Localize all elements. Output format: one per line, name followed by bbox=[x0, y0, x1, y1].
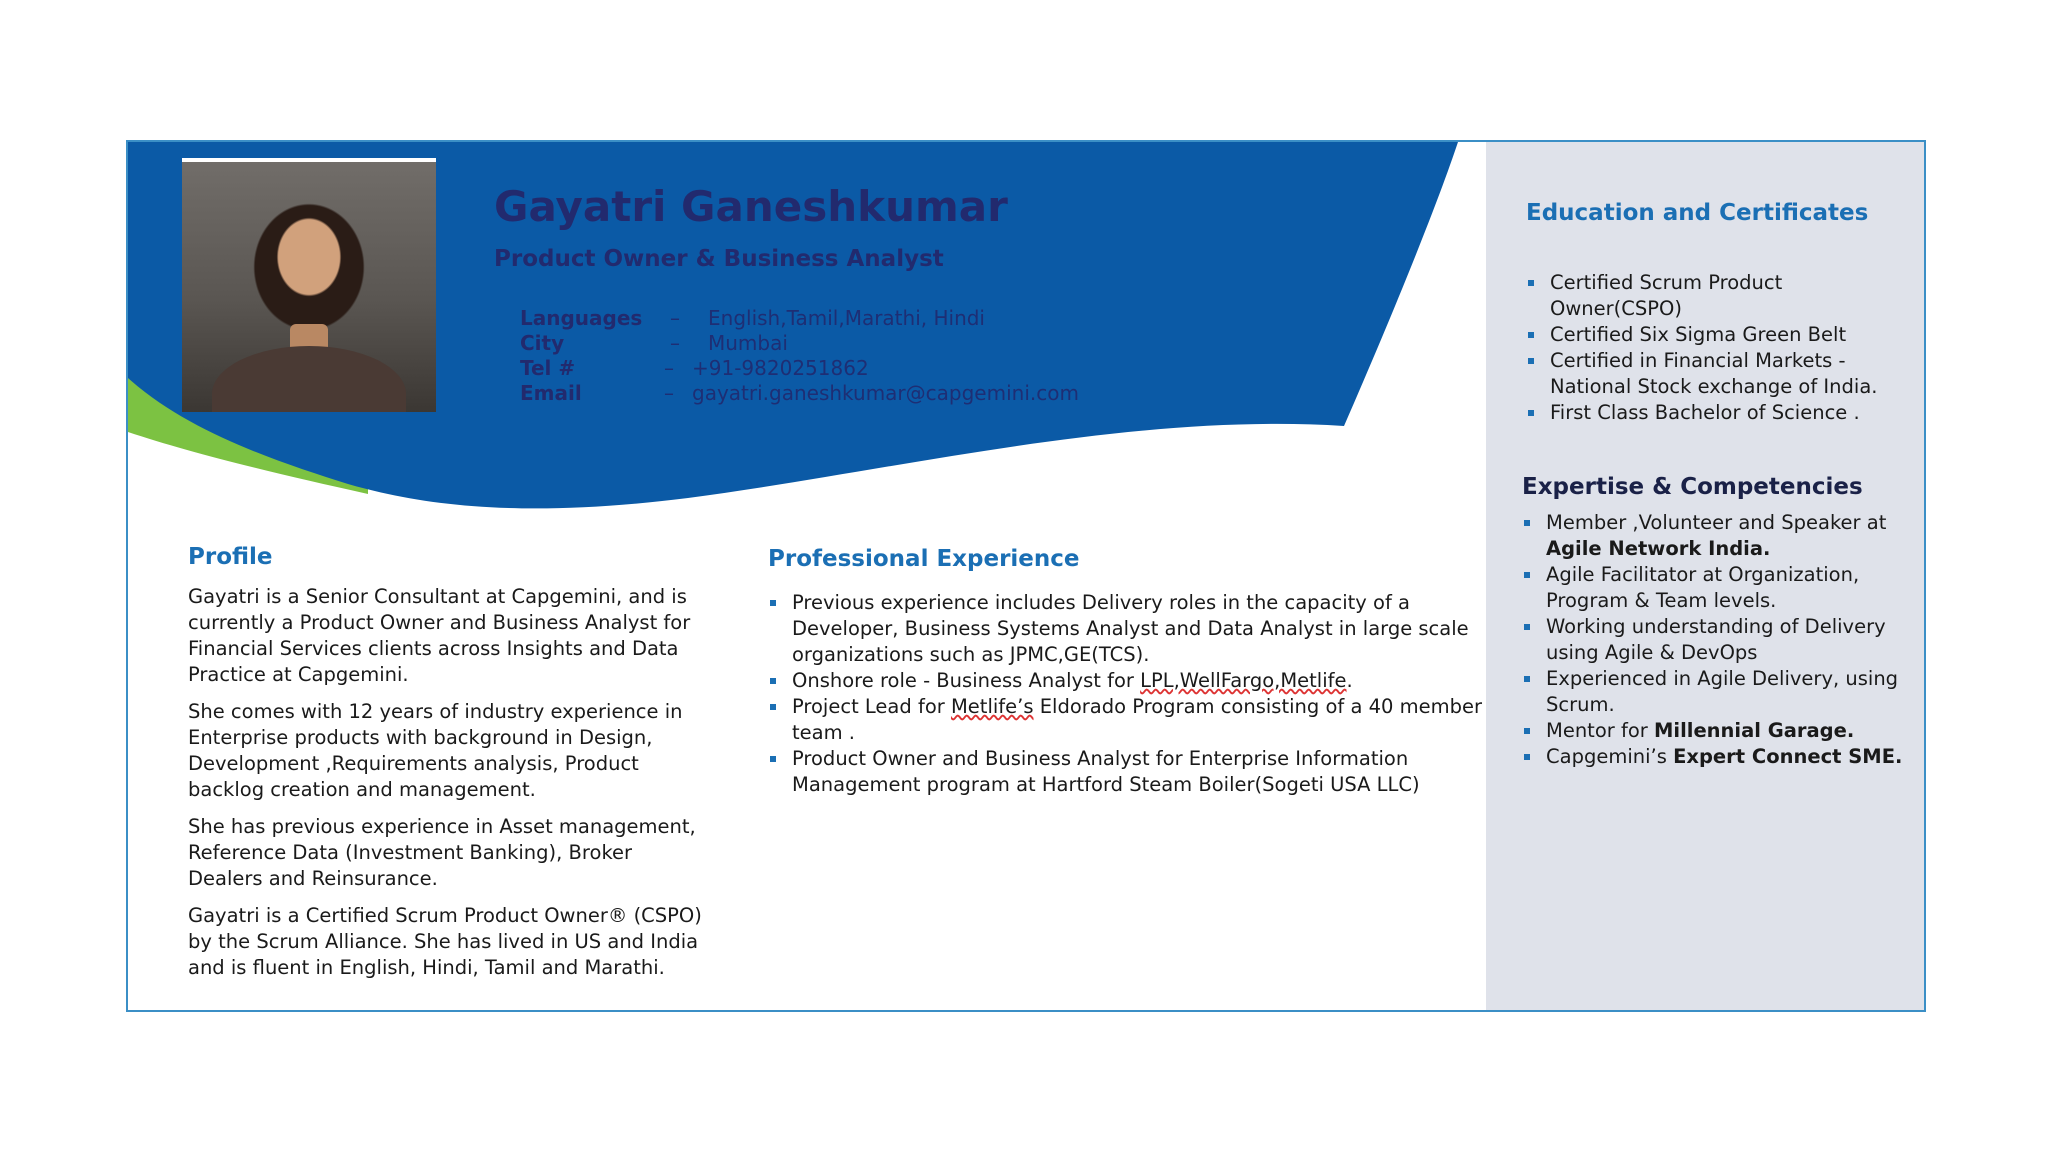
list-item bbox=[1522, 562, 1912, 614]
contact-value: English,Tamil,Marathi, Hindi bbox=[708, 306, 985, 330]
list-item bbox=[1522, 666, 1912, 718]
item-text: Experienced in Agile Delivery, using Scrum. bbox=[1546, 667, 1899, 716]
profile-title: Profile bbox=[188, 544, 273, 570]
item-text: Working understanding of Delivery using Agile & DevOps bbox=[1546, 615, 1886, 664]
education-list bbox=[1526, 270, 1906, 426]
education-title: Education and Certificates bbox=[1526, 200, 1869, 226]
education-section bbox=[1526, 200, 1906, 426]
list-item bbox=[1522, 718, 1912, 744]
item-bold: Agile Network India. bbox=[1546, 537, 1771, 560]
contact-email-link[interactable]: gayatri.ganeshkumar@capgemini.com bbox=[692, 381, 1079, 405]
item-bold: Millennial Garage. bbox=[1653, 719, 1855, 742]
experience-section bbox=[768, 546, 1488, 798]
list-item bbox=[768, 746, 1488, 798]
contact-separator: – bbox=[664, 356, 674, 380]
expertise-list bbox=[1522, 510, 1912, 770]
item-underlined: Metlife’s bbox=[950, 695, 1034, 718]
profile-section bbox=[188, 544, 708, 992]
item-text: Member ,Volunteer and Speaker at bbox=[1546, 511, 1887, 534]
contact-value: +91-9820251862 bbox=[692, 356, 869, 380]
contact-separator: – bbox=[670, 331, 680, 355]
list-item bbox=[1522, 744, 1912, 770]
item-text: Product Owner and Business Analyst for Enterprise Information Management program at Hartford Steam Boiler(Sogeti USA LLC) bbox=[792, 747, 1420, 796]
list-item bbox=[768, 668, 1488, 694]
expertise-title: Expertise & Competencies bbox=[1522, 474, 1863, 500]
item-text: Project Lead for bbox=[792, 695, 951, 718]
experience-title: Professional Experience bbox=[768, 546, 1080, 572]
item-text: Agile Facilitator at Organization, Program & Team levels. bbox=[1546, 563, 1860, 612]
list-item: Certified Scrum Product Owner(CSPO) bbox=[1526, 270, 1906, 322]
item-text: . bbox=[1346, 669, 1353, 692]
contact-label: Email bbox=[520, 381, 582, 405]
profile-photo bbox=[182, 158, 436, 412]
item-text: Eldorado Program consisting of a 40 member team . bbox=[792, 695, 1482, 744]
list-item: Certified Six Sigma Green Belt bbox=[1526, 322, 1906, 348]
person-role: Product Owner & Business Analyst bbox=[494, 246, 944, 272]
list-item bbox=[768, 694, 1488, 746]
experience-list bbox=[768, 590, 1488, 798]
item-underlined: LPL,WellFargo,Metlife bbox=[1140, 669, 1347, 692]
contact-label: City bbox=[520, 331, 565, 355]
profile-card bbox=[126, 140, 1926, 1012]
contact-label: Languages bbox=[520, 306, 643, 330]
contact-label: Tel # bbox=[520, 356, 576, 380]
profile-paragraph: She has previous experience in Asset management, Reference Data (Investment Banking), Broker Dealers and Reinsurance. bbox=[188, 815, 696, 890]
item-bold: Expert Connect SME. bbox=[1673, 745, 1903, 768]
profile-paragraph: She comes with 12 years of industry experience in Enterprise products with background in Design, Development ,Requirements analysis, Product backlog creation and management. bbox=[188, 700, 683, 801]
list-item bbox=[768, 590, 1488, 668]
item-text: Onshore role - Business Analyst for bbox=[792, 669, 1141, 692]
list-item bbox=[1522, 510, 1912, 562]
list-item: Certified in Financial Markets - National Stock exchange of India. bbox=[1526, 348, 1906, 400]
item-text: Previous experience includes Delivery roles in the capacity of a Developer, Business Systems Analyst and Data Analyst in large scale organizations such as JPMC,GE(TCS). bbox=[792, 591, 1469, 666]
expertise-section bbox=[1522, 474, 1912, 770]
contact-separator: – bbox=[670, 306, 680, 330]
profile-paragraph: Gayatri is a Senior Consultant at Capgemini, and is currently a Product Owner and Business Analyst for Financial Services clients across Insights and Data Practice at Capgemini. bbox=[188, 585, 691, 686]
person-name: Gayatri Ganeshkumar bbox=[494, 182, 1008, 231]
contact-value: Mumbai bbox=[708, 331, 788, 355]
contact-separator: – bbox=[664, 381, 674, 405]
profile-paragraph: Gayatri is a Certified Scrum Product Owner® (CSPO) by the Scrum Alliance. She has lived in US and India and is fluent in English, Hindi, Tamil and Marathi. bbox=[188, 904, 702, 979]
list-item: First Class Bachelor of Science . bbox=[1526, 400, 1906, 426]
item-text: Capgemini’s bbox=[1546, 745, 1674, 768]
list-item bbox=[1522, 614, 1912, 666]
item-text: Mentor for bbox=[1546, 719, 1654, 742]
